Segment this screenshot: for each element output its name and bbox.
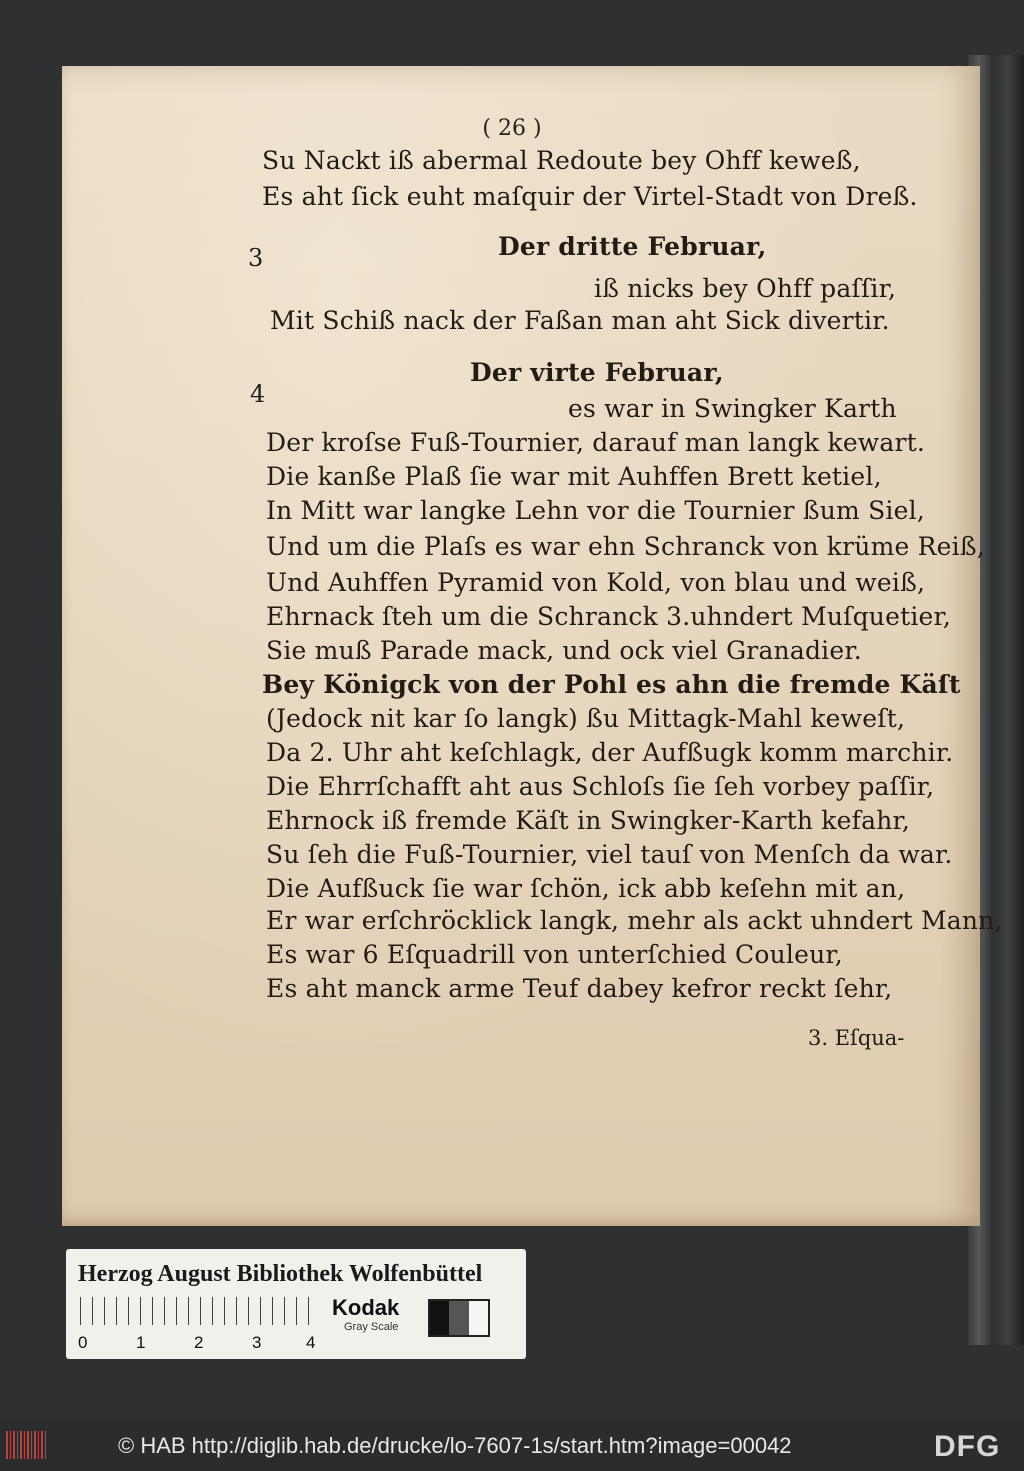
text-line-20: Su ſeh die Fuß-Tournier, viel tauſ von Menſch da war. (266, 840, 953, 869)
text-line-14: Sie muß Parade mack, und ock viel Granadier. (266, 636, 862, 665)
text-line-9: Die kanße Plaß ſie war mit Auhffen Brett ketiel, (266, 462, 882, 491)
swatch-white (469, 1301, 488, 1335)
text-line-2: Es aht ſick euht maſquir der Virtel-Stadt von Dreß. (262, 182, 918, 211)
margin-number-3: 3 (248, 244, 264, 272)
text-line-23: Es war 6 Eſquadrill von unterſchied Couleur, (266, 940, 843, 969)
text-line-11: Und um die Plaſs es war ehn Schranck von krüme Reiß, (266, 532, 985, 561)
ruler-number: 0 (78, 1333, 88, 1352)
gray-scale-swatches (428, 1299, 490, 1337)
institution-name: Herzog August Bibliothek Wolfenbüttel (78, 1261, 483, 1287)
dfg-logo: DFG (934, 1430, 1001, 1463)
page-number: ( 26 ) (482, 116, 542, 141)
ruler-number: 4 (306, 1333, 316, 1352)
catchword: 3. Eſqua- (808, 1026, 905, 1050)
text-line-21: Die Aufßuck ſie war ſchön, ick abb keſehn mit an, (266, 874, 906, 903)
ruler-number: 3 (252, 1333, 262, 1352)
ruler-scale (80, 1297, 320, 1325)
text-line-24: Es aht manck arme Teuf dabey kefror reckt ſehr, (266, 974, 893, 1003)
library-label (66, 1249, 526, 1359)
text-line-15: Bey Königck von der Pohl es ahn die fremde Käſt (262, 670, 961, 699)
text-line-8: Der kroſse Fuß-Tournier, darauf man langk kewart. (266, 428, 926, 457)
text-line-3: Der dritte Februar, (498, 232, 767, 261)
text-line-7: es war in Swingker Karth (568, 394, 897, 423)
text-line-13: Ehrnack ſteh um die Schranck 3.uhndert Muſquetier, (266, 602, 952, 631)
text-line-1: Su Nackt iß abermal Redoute bey Ohff keweß, (262, 146, 861, 175)
footer-copyright-link[interactable]: © HAB http://diglib.hab.de/drucke/lo-7607-1s/start.htm?image=00042 (118, 1433, 792, 1458)
text-line-12: Und Auhffen Pyramid von Kold, von blau und weiß, (266, 568, 926, 597)
ruler-number: 1 (136, 1333, 146, 1352)
text-line-4: iß nicks bey Ohff paſſir, (594, 274, 897, 303)
text-line-10: In Mitt war langke Lehn vor die Tournier ßum Siel, (266, 496, 925, 525)
ruler-number: 2 (194, 1333, 204, 1352)
text-line-17: Da 2. Uhr aht keſchlagk, der Aufßugk komm marchir. (266, 738, 954, 767)
barcode-icon (6, 1431, 46, 1459)
gray-scale-label: Gray Scale (344, 1321, 399, 1333)
kodak-brand: Kodak (332, 1295, 400, 1320)
text-line-6: Der virte Februar, (470, 358, 724, 387)
swatch-gray (449, 1301, 468, 1335)
text-line-18: Die Ehrrſchafft aht aus Schloſs ſie ſeh vorbey paſſir, (266, 772, 935, 801)
text-line-19: Ehrnock iß fremde Käſt in Swingker-Karth kefahr, (266, 806, 911, 835)
text-line-5: Mit Schiß nack der Faßan man aht Sick divertir. (270, 306, 890, 335)
swatch-black (430, 1301, 449, 1335)
text-line-16: (Jedock nit kar ſo langk) ßu Mittagk-Mahl keweſt, (266, 704, 906, 733)
margin-number-4: 4 (250, 380, 266, 408)
text-line-22: Er war erſchröcklick langk, mehr als ackt uhndert Mann, (266, 906, 1003, 935)
